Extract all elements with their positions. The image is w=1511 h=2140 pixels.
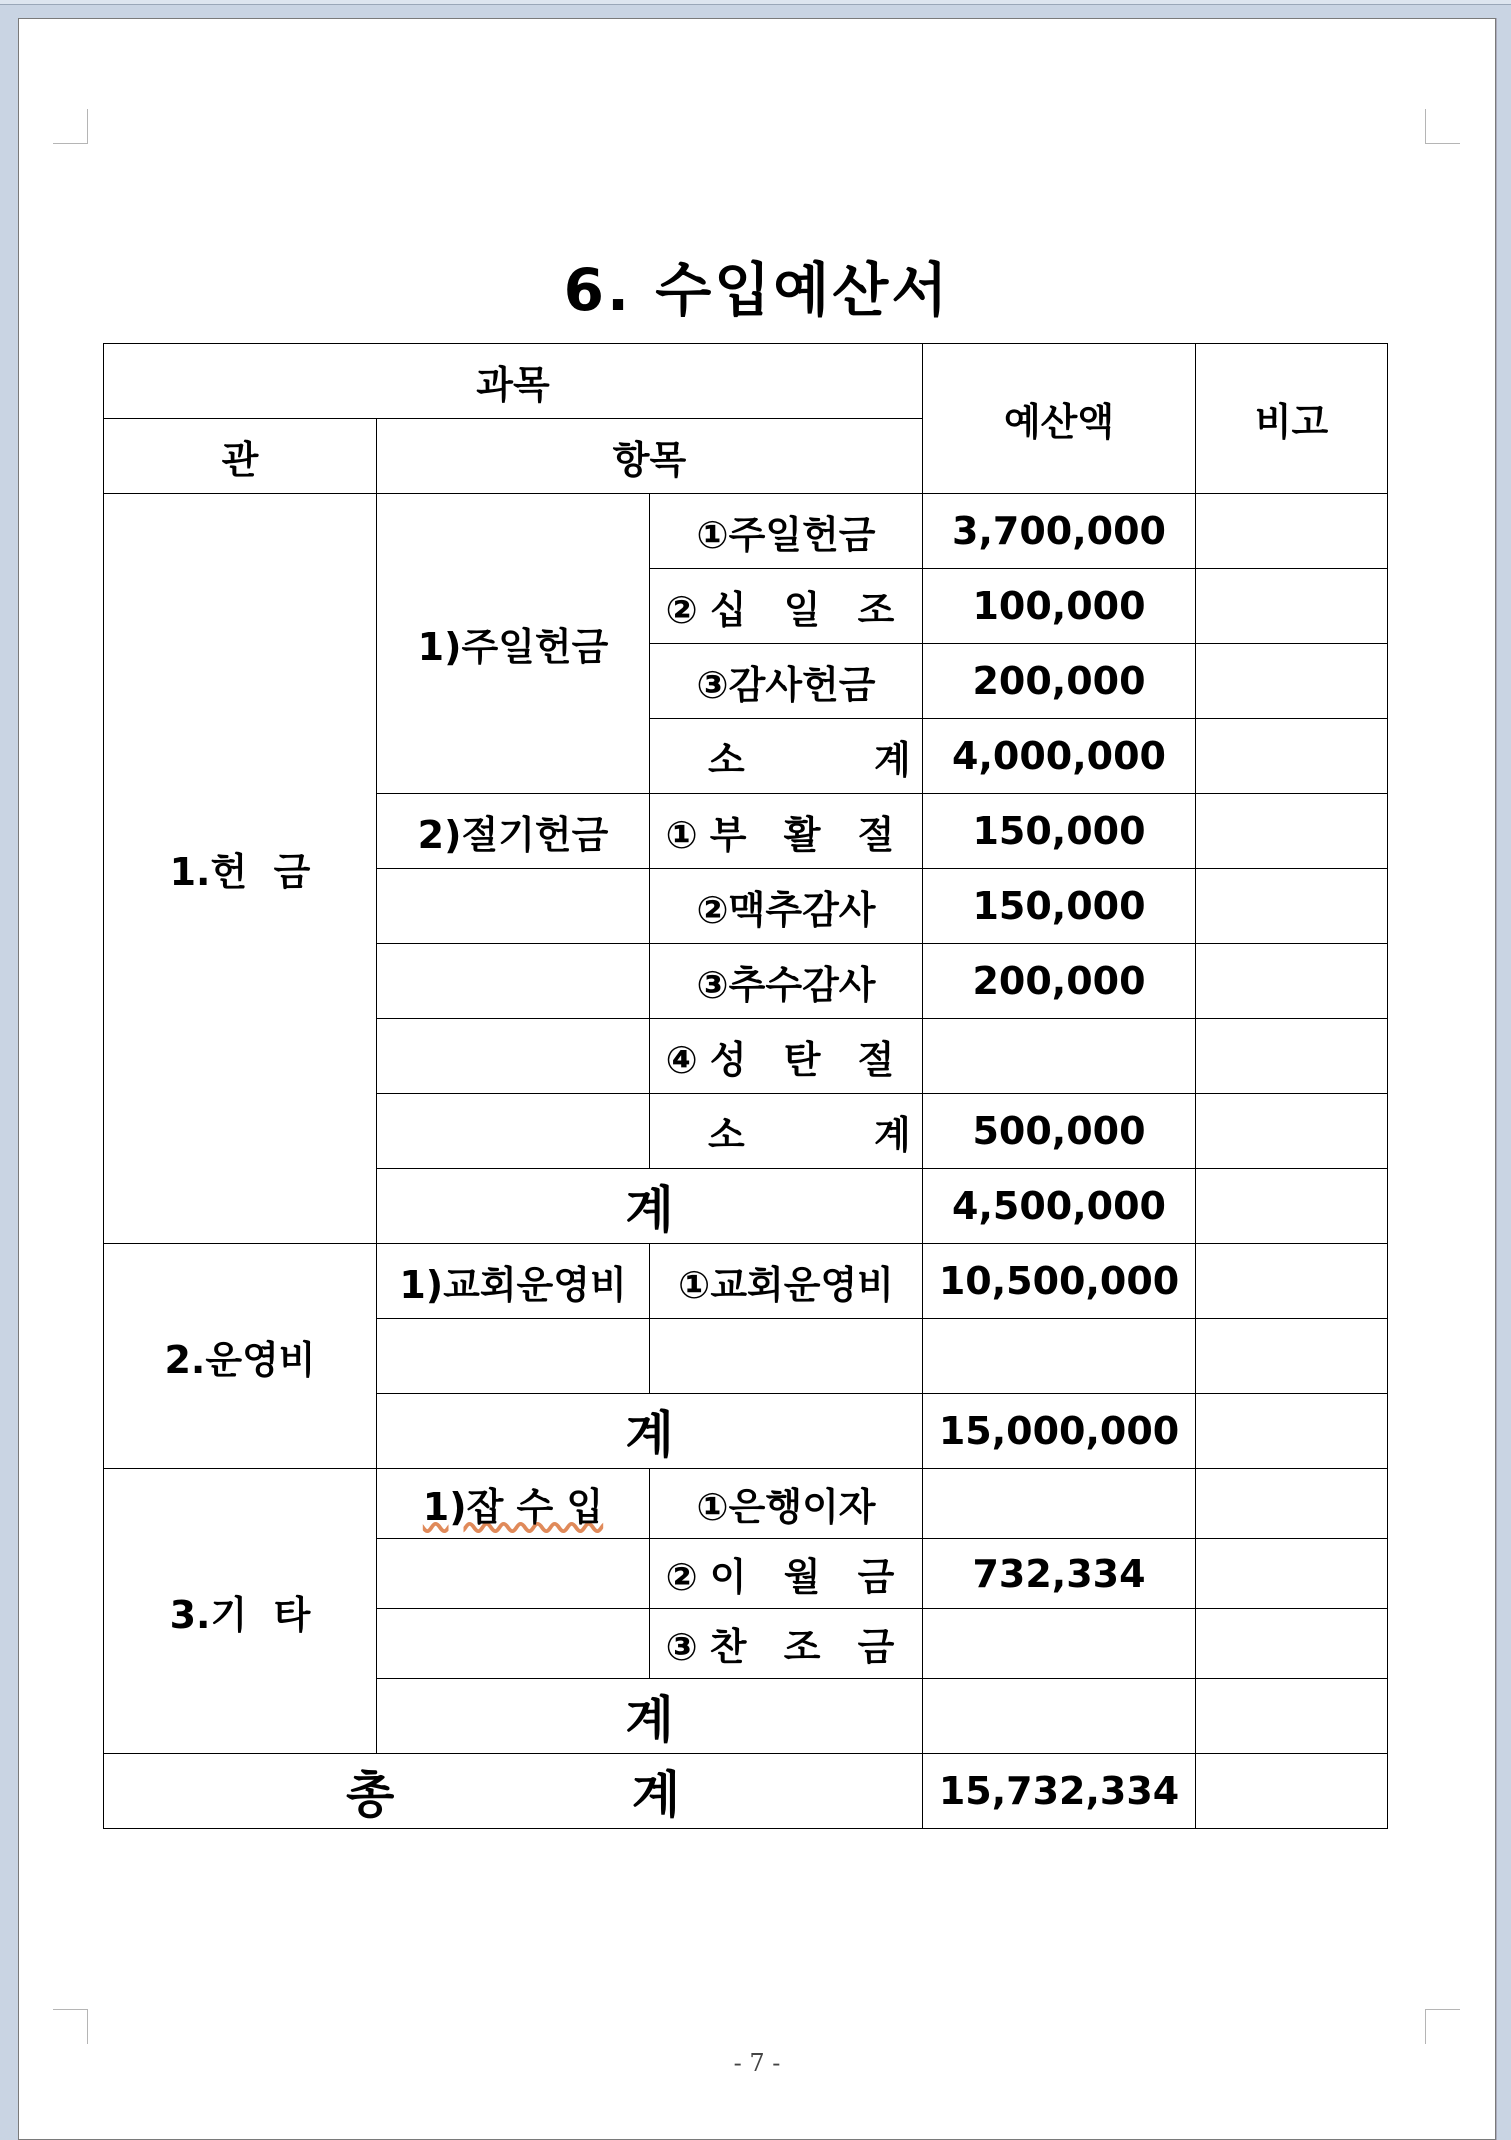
crop-mark-top-right [1425,109,1460,144]
amount-cell: 200,000 [923,944,1196,1019]
item-cell: ②맥추감사 [650,869,923,944]
window-top-strip [0,0,1511,5]
note-cell [1196,644,1388,719]
note-cell [1196,1754,1388,1829]
section-total-amount: 4,500,000 [923,1169,1196,1244]
page-number: - 7 - [733,2049,781,2077]
group-name: 2)절기헌금 [377,794,650,869]
table-row [104,494,1388,569]
header-amount: 예산액 [923,344,1196,494]
grand-total-label: 총 계 [104,1754,923,1829]
amount-cell: 200,000 [923,644,1196,719]
section-total-amount: 15,000,000 [923,1394,1196,1469]
subtotal-label: 소 계 [650,719,923,794]
empty-cell [377,869,650,944]
note-cell [1196,1169,1388,1244]
empty-cell [650,1319,923,1394]
empty-cell [377,1019,650,1094]
note-cell [1196,1539,1388,1609]
empty-cell [377,944,650,1019]
section-total-label: 계 [377,1394,923,1469]
note-cell [1196,944,1388,1019]
group-name [377,1469,650,1539]
header-item: 항목 [377,419,923,494]
item-cell: ①교회운영비 [650,1244,923,1319]
empty-cell [377,1094,650,1169]
section-total-amount [923,1679,1196,1754]
item-cell: ④성 탄 절 [650,1019,923,1094]
amount-cell: 732,334 [923,1539,1196,1609]
note-cell [1196,569,1388,644]
amount-cell [923,1609,1196,1679]
empty-cell [377,1539,650,1609]
header-category: 관 [104,419,377,494]
amount-cell [923,1019,1196,1094]
section-total-label: 계 [377,1679,923,1754]
section-total-label: 계 [377,1169,923,1244]
amount-cell: 500,000 [923,1094,1196,1169]
item-cell: ②십 일 조 [650,569,923,644]
section-name: 2.운영비 [104,1244,377,1469]
grand-total-amount: 15,732,334 [923,1754,1196,1829]
crop-mark-top-left [53,109,88,144]
income-budget-table [103,343,1388,1829]
header-row [104,344,1388,419]
crop-mark-bottom-left [53,2009,88,2044]
crop-mark-bottom-right [1425,2009,1460,2044]
table-row [104,1244,1388,1319]
amount-cell: 10,500,000 [923,1244,1196,1319]
section-name: 3.기 타 [104,1469,377,1754]
section-name: 1.헌 금 [104,494,377,1244]
note-cell [1196,719,1388,794]
note-cell [1196,1609,1388,1679]
subtotal-label: 소 계 [650,1094,923,1169]
header-note: 비고 [1196,344,1388,494]
page-title: 6. 수입예산서 [563,256,951,324]
amount-cell: 150,000 [923,869,1196,944]
amount-cell [923,1469,1196,1539]
empty-cell [923,1319,1196,1394]
empty-cell [377,1319,650,1394]
amount-cell: 150,000 [923,794,1196,869]
note-cell [1196,1394,1388,1469]
grand-total-row [104,1754,1388,1829]
item-cell: ③감사헌금 [650,644,923,719]
note-cell [1196,1019,1388,1094]
group-name-text: 1)잡 수 입 [422,1485,604,1529]
note-cell [1196,794,1388,869]
item-cell: ②이 월 금 [650,1539,923,1609]
item-cell: ①부 활 절 [650,794,923,869]
note-cell [1196,869,1388,944]
table-row [104,1469,1388,1539]
document-page [18,18,1496,2140]
amount-cell: 3,700,000 [923,494,1196,569]
group-name: 1)교회운영비 [377,1244,650,1319]
note-cell [1196,1319,1388,1394]
item-cell: ①은행이자 [650,1469,923,1539]
note-cell [1196,494,1388,569]
item-cell: ③찬 조 금 [650,1609,923,1679]
group-name: 1)주일헌금 [377,494,650,794]
note-cell [1196,1679,1388,1754]
note-cell [1196,1244,1388,1319]
amount-cell: 100,000 [923,569,1196,644]
note-cell [1196,1469,1388,1539]
note-cell [1196,1094,1388,1169]
item-cell: ③추수감사 [650,944,923,1019]
item-cell: ①주일헌금 [650,494,923,569]
header-subject: 과목 [104,344,923,419]
empty-cell [377,1609,650,1679]
amount-cell: 4,000,000 [923,719,1196,794]
